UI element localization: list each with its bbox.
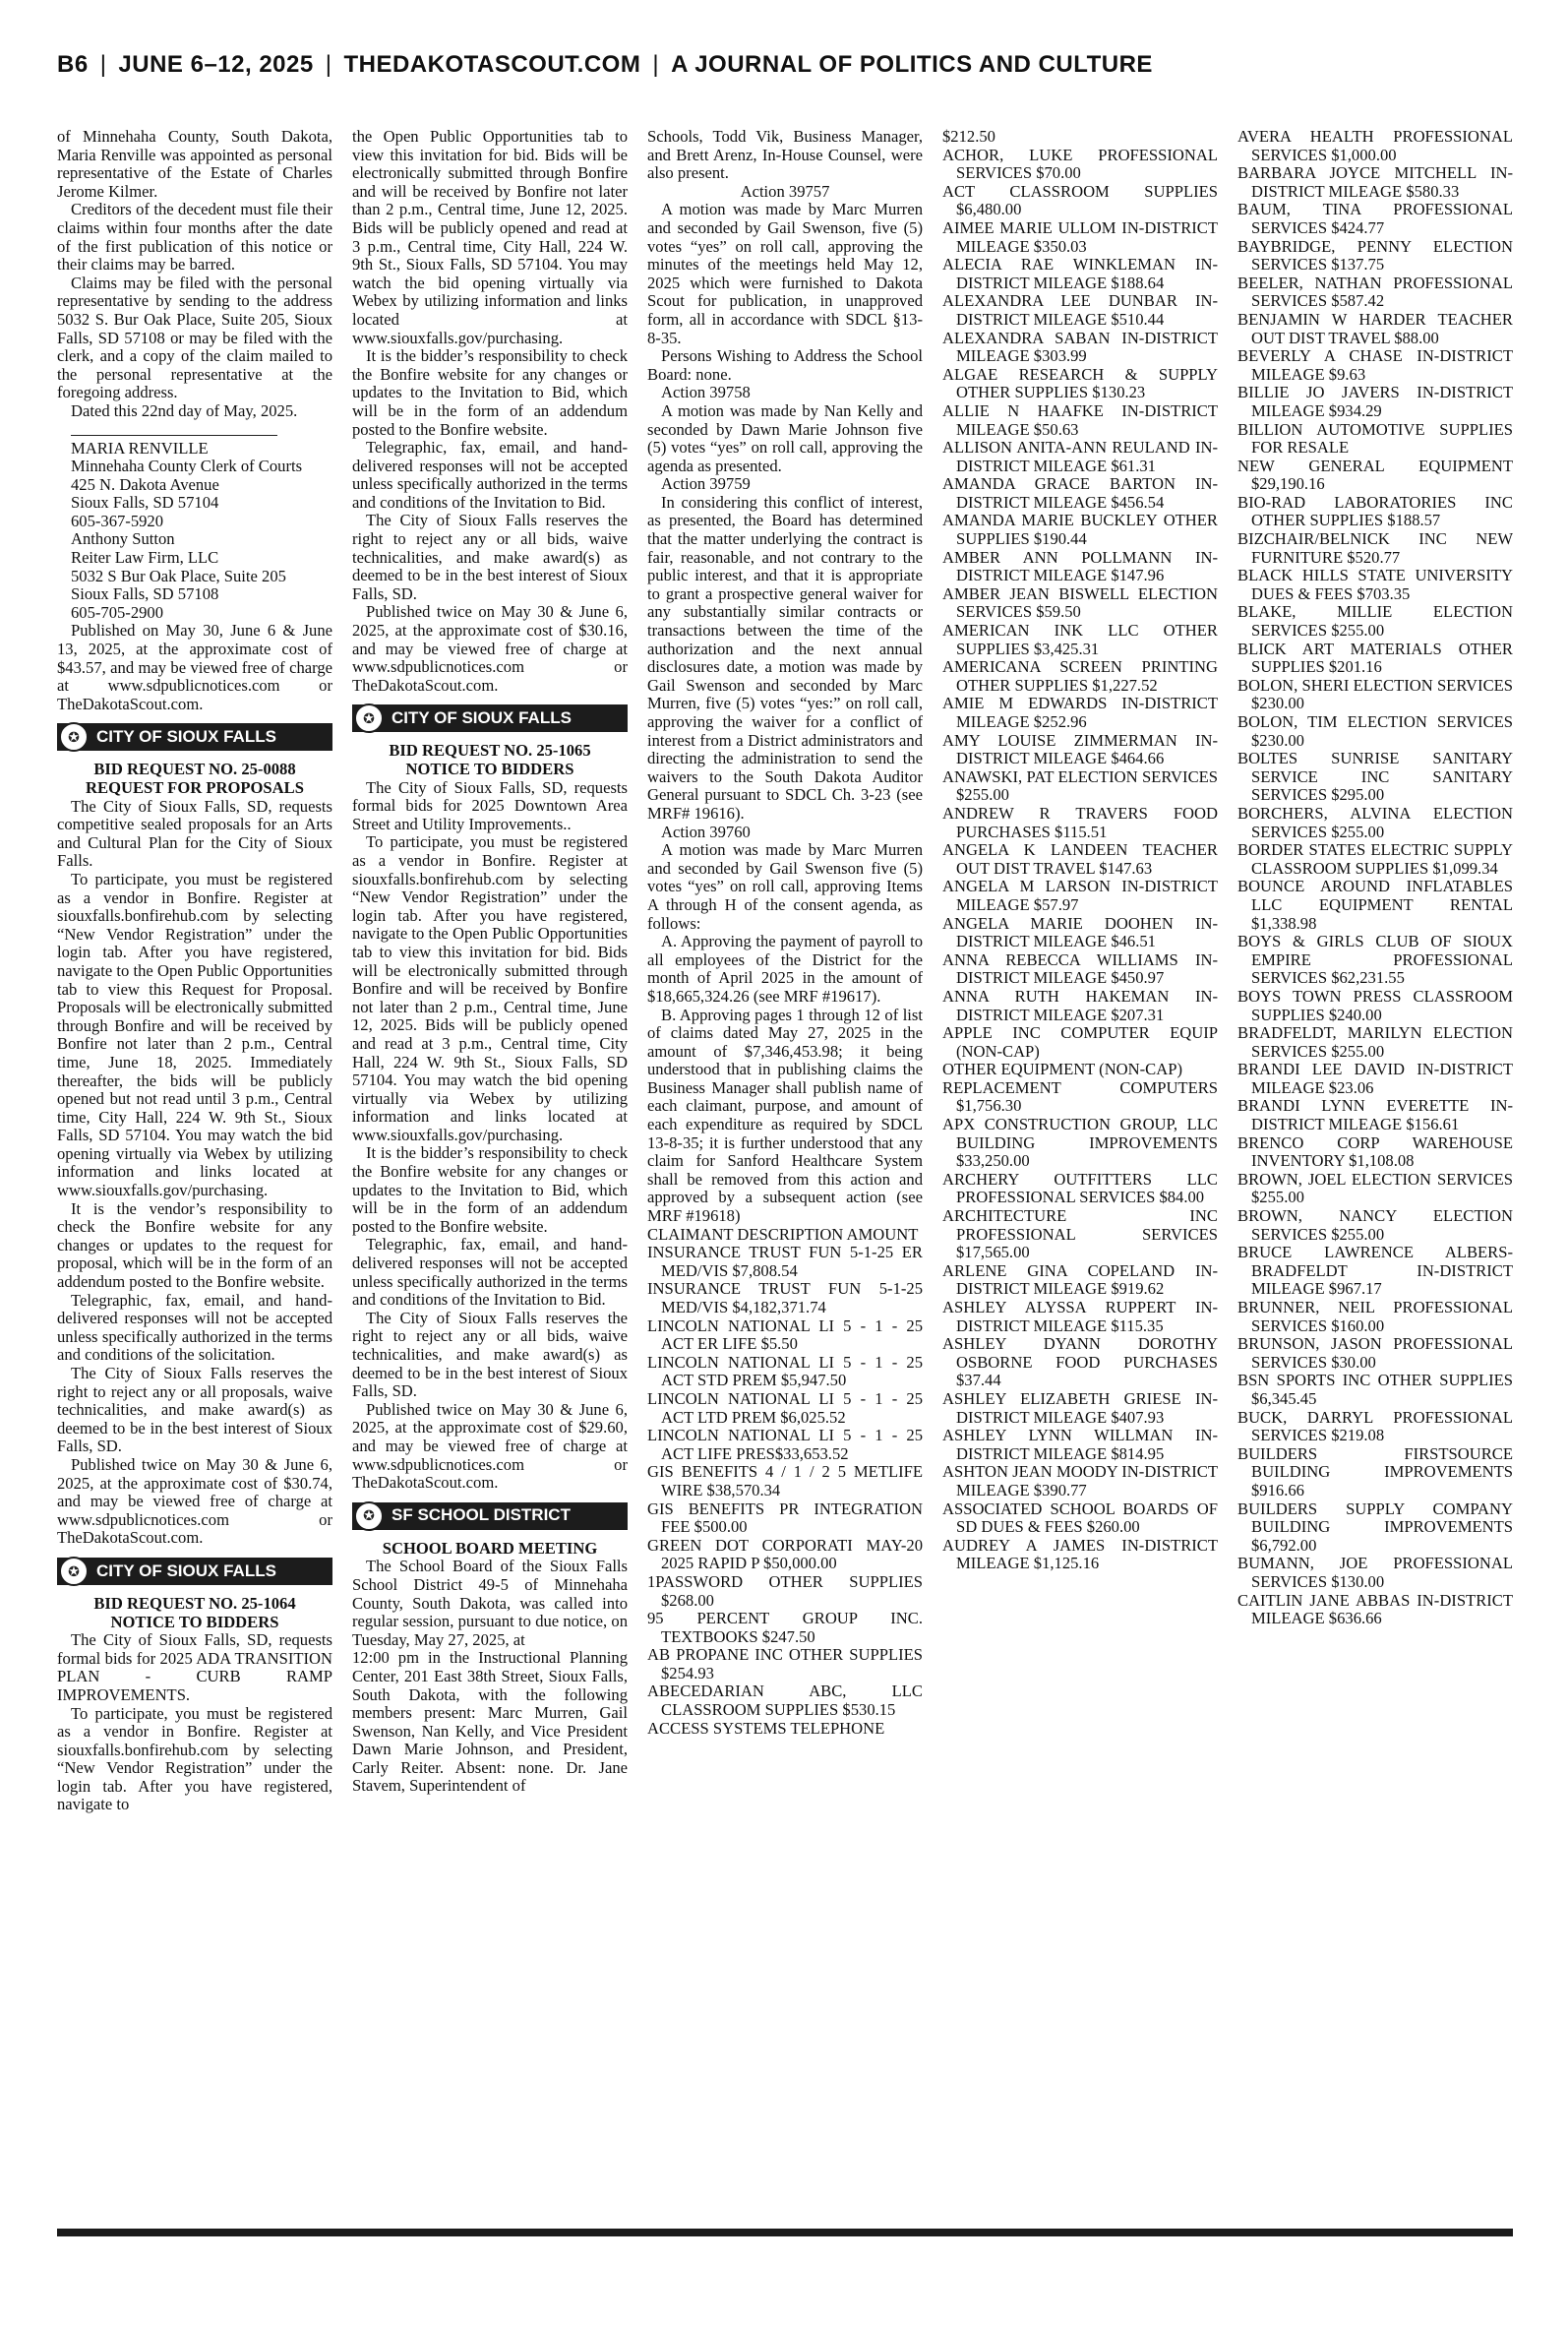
claim-entry: [647, 1537, 923, 1573]
column-4: [942, 128, 1218, 2208]
notice-subtitle: REQUEST FOR PROPOSALS: [86, 778, 304, 797]
section-banner: [352, 704, 628, 732]
claim-entry-text: ASHLEY LYNN WILLMAN IN-DISTRICT MILEAGE $814.95: [942, 1426, 1218, 1463]
action-number: Action 39757: [740, 181, 830, 201]
claim-entry-text: BRANDI LYNN EVERETTE IN-DISTRICT MILEAGE $156.61: [1237, 1096, 1513, 1134]
notice-text: Telegraphic, fax, email, and hand-delivered responses will not be accepted unless specifically authorized in the terms and conditions of the Invitation to Bid.: [352, 438, 628, 512]
notice-text: Dated this 22nd day of May, 2025.: [71, 400, 298, 420]
claim-entry-text: GIS BENEFITS 4 / 1 / 2 5 METLIFE WIRE $38,570.34: [647, 1462, 923, 1499]
claim-entry: [1237, 1244, 1513, 1299]
claim-entry: [942, 1463, 1218, 1499]
claim-entry-text: CLAIMANT DESCRIPTION AMOUNT: [647, 1224, 919, 1244]
claim-entry: [1237, 1500, 1513, 1556]
claim-entry: [942, 439, 1218, 475]
notice-text: Schools, Todd Vik, Business Manager, and Brett Arenz, In-House Counsel, were also present.: [647, 128, 923, 183]
notice-text: A motion was made by Nan Kelly and seconded by Dawn Marie Johnson five (5) votes “yes” on roll call, approving the agenda as presented.: [647, 400, 923, 475]
claim-entry-text: BAUM, TINA PROFESSIONAL SERVICES $424.77: [1237, 200, 1513, 237]
claim-entry: [1237, 1171, 1513, 1207]
claim-entry: [1237, 1335, 1513, 1372]
banner-label: CITY OF SIOUX FALLS: [96, 727, 276, 747]
claim-entry-text: INSURANCE TRUST FUN 5-1-25 ER MED/VIS $7,808.54: [647, 1243, 923, 1280]
claim-entry: [647, 1500, 923, 1537]
notice-columns: [57, 128, 1513, 2208]
publication-note: Published twice on May 30 & June 6, 2025, at the approximate cost of $29.60, and may be viewed free of charge at www.sdpublicnotices.com or TheDakotaScout.com.: [352, 1399, 628, 1493]
claim-entry-text: ASSOCIATED SCHOOL BOARDS OF SD DUES & FEES $260.00: [942, 1499, 1218, 1537]
site-name: THEDAKOTASCOUT.COM: [343, 51, 641, 78]
notice-text: 12:00 pm in the Instructional Planning Center, 201 East 38th Street, Sioux Falls, South Dakota, with the following members present: Marc Murren, Gail Swenson, Nan Kelly, and Vice President Dawn Marie Johnson, and President, Carly Reiter. Absent: none. Dr. Jane Stavem, Superintendent of: [352, 1648, 628, 1796]
publication-note: Published twice on May 30 & June 6, 2025, at the approximate cost of $30.16, and may be viewed free of charge at www.sdpublicnotices.com or TheDakotaScout.com.: [352, 602, 628, 695]
notice-text: Creditors of the decedent must file their claims within four months after the date of the first publication of this notice or their claims may be barred.: [57, 200, 332, 275]
claim-entry-text: AMBER ANN POLLMANN IN-DISTRICT MILEAGE $147.96: [942, 547, 1218, 585]
page-header: [57, 51, 1513, 85]
claim-entry: [1237, 530, 1513, 567]
notice-subtitle: NOTICE TO BIDDERS: [405, 760, 574, 778]
claim-entry-text: BRUCE LAWRENCE ALBERS-BRADFELDT IN-DISTRICT MILEAGE $967.17: [1237, 1243, 1513, 1299]
claim-entry: [942, 658, 1218, 695]
claim-entry: [1237, 641, 1513, 677]
claim-entry-text: CAITLIN JANE ABBAS IN-DISTRICT MILEAGE $636.66: [1237, 1590, 1513, 1628]
claim-entry: [647, 1244, 923, 1280]
claim-entry: [942, 549, 1218, 585]
notice-text: Persons Wishing to Address the School Board: none.: [647, 346, 923, 384]
claim-entry: [942, 1171, 1218, 1207]
claim-entry-text: ANGELA K LANDEEN TEACHER OUT DIST TRAVEL $147.63: [942, 840, 1218, 878]
notice-text: Telegraphic, fax, email, and hand-delivered responses will not be accepted unless specifically authorized in the terms and conditions of the Invitation to Bid.: [352, 1235, 628, 1310]
claim-entry-text: BUILDERS SUPPLY COMPANY BUILDING IMPROVEMENTS $6,792.00: [1237, 1499, 1513, 1555]
claim-entry: [1237, 713, 1513, 750]
notice-text: Telegraphic, fax, email, and hand-delivered responses will not be accepted unless specifically authorized in the terms and conditions of the solicitation.: [57, 1290, 332, 1365]
claim-entry-text: ANGELA MARIE DOOHEN IN-DISTRICT MILEAGE $46.51: [942, 913, 1218, 951]
signature-text: 425 N. Dakota Avenue: [71, 474, 219, 494]
action-number: Action 39759: [661, 474, 751, 494]
claim-entry-text: BORDER STATES ELECTRIC SUPPLY CLASSROOM SUPPLIES $1,099.34: [1237, 840, 1513, 878]
claim-entry-text: BAYBRIDGE, PENNY ELECTION SERVICES $137.75: [1237, 236, 1513, 275]
claim-entry-text: AMIE M EDWARDS IN-DISTRICT MILEAGE $252.96: [942, 694, 1218, 731]
claim-entry-text: BRADFELDT, MARILYN ELECTION SERVICES $255.00: [1237, 1023, 1513, 1061]
claims-list: [942, 128, 1218, 1573]
claim-entry: [1237, 1299, 1513, 1335]
claim-entry-text: GREEN DOT CORPORATI MAY-20 2025 RAPID P $50,000.00: [647, 1535, 923, 1573]
claim-entry-text: ANDREW R TRAVERS FOOD PURCHASES $115.51: [942, 803, 1218, 841]
section-banner: [57, 1558, 332, 1585]
header-separator: |: [99, 51, 107, 78]
claim-entry-text: NEW GENERAL EQUIPMENT $29,190.16: [1237, 456, 1513, 494]
claim-entry-text: $212.50: [942, 128, 995, 146]
claim-entry: [1237, 164, 1513, 201]
action-number: Action 39760: [661, 822, 751, 841]
claim-entry: [942, 805, 1218, 841]
column-3: [647, 128, 923, 2208]
claim-entry: [1237, 1592, 1513, 1628]
signature-line: [71, 435, 277, 436]
claim-entry: [1237, 603, 1513, 640]
claim-entry: [647, 1226, 923, 1245]
notice-text: The School Board of the Sioux Falls School District 49-5 of Minnehaha County, South Dakota, was called into regular session, pursuant to due notice, on Tuesday, May 27, 2025, at: [352, 1557, 628, 1649]
claim-entry-text: AMERICAN INK LLC OTHER SUPPLIES $3,425.31: [942, 621, 1218, 658]
claim-entry-text: BENJAMIN W HARDER TEACHER OUT DIST TRAVEL $88.00: [1237, 309, 1513, 347]
claim-entry-text: OTHER EQUIPMENT (NON-CAP): [942, 1060, 1182, 1079]
claim-entry-text: BIZCHAIR/BELNICK INC NEW FURNITURE $520.77: [1237, 529, 1513, 567]
claim-entry-text: ASHLEY ELIZABETH GRIESE IN-DISTRICT MILEAGE $407.93: [942, 1388, 1218, 1427]
claim-entry: [942, 128, 1218, 147]
signature-text: 605-367-5920: [71, 511, 164, 530]
claim-entry: [1237, 1207, 1513, 1244]
claim-entry: [647, 1573, 923, 1610]
claim-entry-text: BRENCO CORP WAREHOUSE INVENTORY $1,108.08: [1237, 1132, 1513, 1171]
notice-text: The City of Sioux Falls, SD, requests formal bids for 2025 Downtown Area Street and Utility Improvements..: [352, 777, 628, 833]
claim-entry: [1237, 1555, 1513, 1591]
notice-subtitle: NOTICE TO BIDDERS: [110, 1612, 279, 1631]
city-seal-icon: ✪: [59, 722, 89, 752]
signature-text: MARIA RENVILLE: [71, 438, 209, 458]
claim-entry: [942, 1500, 1218, 1537]
column-5: [1237, 128, 1513, 2208]
notice-text: It is the bidder’s responsibility to check the Bonfire website for any changes or updates to the Invitation to Bid, which will be in the form of an addendum posted to the Bonfire website.: [352, 346, 628, 439]
claim-entry: [647, 1317, 923, 1354]
claim-entry: [942, 1262, 1218, 1299]
header-separator: |: [652, 51, 660, 78]
claim-entry: [942, 1390, 1218, 1427]
claim-entry: [1237, 347, 1513, 384]
publication-note: Published twice on May 30 & June 6, 2025, at the approximate cost of $30.74, and may be viewed free of charge at www.sdpublicnotices.com or TheDakotaScout.com.: [57, 1454, 332, 1548]
claim-entry-text: ARCHERY OUTFITTERS LLC PROFESSIONAL SERVICES $84.00: [942, 1169, 1218, 1207]
claim-entry-text: BIO-RAD LABORATORIES INC OTHER SUPPLIES $188.57: [1237, 492, 1513, 530]
claim-entry: [1237, 1445, 1513, 1500]
claim-entry-text: ACHOR, LUKE PROFESSIONAL SERVICES $70.00: [942, 145, 1218, 183]
claim-entry-text: BOYS TOWN PRESS CLASSROOM SUPPLIES $240.00: [1237, 986, 1513, 1024]
claim-entry-text: ARLENE GINA COPELAND IN-DISTRICT MILEAGE $919.62: [942, 1260, 1218, 1299]
claim-entry-text: BROWN, NANCY ELECTION SERVICES $255.00: [1237, 1206, 1513, 1244]
claim-entry: [647, 1354, 923, 1390]
claim-entry-text: ACCESS SYSTEMS TELEPHONE: [647, 1718, 885, 1738]
claim-entry-text: 95 PERCENT GROUP INC. TEXTBOOKS $247.50: [647, 1609, 923, 1646]
claim-entry: [1237, 1134, 1513, 1171]
notice-text: of Minnehaha County, South Dakota, Maria Renville was appointed as personal representative of the Estate of Charles Jerome Kilmer.: [57, 128, 332, 201]
claim-entry-text: LINCOLN NATIONAL LI 5 - 1 - 25 ACT STD PREM $5,947.50: [647, 1352, 923, 1390]
claim-entry: [1237, 878, 1513, 933]
claim-entry: [1237, 567, 1513, 603]
claim-entry: [1237, 384, 1513, 420]
notice-text: To participate, you must be registered as a vendor in Bonfire. Register at siouxfalls.bonfirehub.com by selecting “New Vendor Registration” under the login tab. After you have registered, navigate to the Open Public Opportunities tab to view this invitation for bid. Bids will be electronically submitted through Bonfire and will be received by Bonfire not later than 2 p.m., Central time, June 12, 2025. Bids will be publicly opened and read at 3 p.m., Central time, City Hall, 224 W. 9th St., Sioux Falls, SD 57104. You may watch the bid opening virtually via Webex by utilizing information and links located at www.siouxfalls.gov/purchasing.: [352, 832, 628, 1144]
claim-entry: [1237, 238, 1513, 275]
notice-text: To participate, you must be registered as a vendor in Bonfire. Register at siouxfalls.bonfirehub.com by selecting “New Vendor Registration” under the login tab. After you have registered, navigate to the Open Public Opportunities tab to view this Request for Proposal. Proposals will be electronically submitted through Bonfire and will be received by Bonfire not later than 2 p.m., Central time, June 18, 2025. Immediately thereafter, the bids will be publicly opened but not read until 3 p.m., Central time, City Hall, 224 W. 9th St., Sioux Falls, SD 57104. You may watch the bid opening virtually via Webex by utilizing information and links located at www.siouxfalls.gov/purchasing.: [57, 869, 332, 1200]
notice-text: A motion was made by Marc Murren and seconded by Gail Swenson, five (5) votes “yes” on roll call, approving the minutes of the meetings held May 12, 2025 which were furnished to Dakota Scout for publication, in unapproved form, all in accordance with SDCL §13-8-35.: [647, 200, 923, 347]
signature-text: Minnehaha County Clerk of Courts: [71, 457, 303, 476]
claim-entry-text: ARCHITECTURE INC PROFESSIONAL SERVICES $17,565.00: [942, 1206, 1218, 1262]
claim-entry-text: GIS BENEFITS PR INTEGRATION FEE $500.00: [647, 1499, 923, 1537]
claim-entry: [1237, 458, 1513, 494]
claim-entry-text: AMANDA GRACE BARTON IN-DISTRICT MILEAGE $456.54: [942, 474, 1218, 512]
column-1: [57, 128, 332, 2208]
notice-text: the Open Public Opportunities tab to view this invitation for bid. Bids will be electronically submitted through Bonfire and will be received by Bonfire not later than 2 p.m., Central time, June 12, 2025. Bids will be publicly opened and read at 3 p.m., Central time, City Hall, 224 W. 9th St., Sioux Falls, SD 57104. You may watch the bid opening virtually via Webex by utilizing information and links located at www.siouxfalls.gov/purchasing.: [352, 128, 628, 347]
claim-entry: [647, 1646, 923, 1683]
publication-note: Published on May 30, June 6 & June 13, 2025, at the approximate cost of $43.57, and may be viewed free of charge at www.sdpublicnotices.com or TheDakotaScout.com.: [57, 621, 332, 713]
section-banner: [57, 723, 332, 751]
header-separator: |: [325, 51, 332, 78]
claim-entry: [1237, 988, 1513, 1024]
section-banner: [352, 1502, 628, 1530]
claim-entry-text: ANNA RUTH HAKEMAN IN-DISTRICT MILEAGE $207.31: [942, 986, 1218, 1024]
claim-entry: [942, 951, 1218, 988]
signature-text: Reiter Law Firm, LLC: [71, 548, 219, 568]
banner-label: CITY OF SIOUX FALLS: [96, 1560, 276, 1580]
claim-entry-text: ALECIA RAE WINKLEMAN IN-DISTRICT MILEAGE $188.64: [942, 255, 1218, 292]
claims-list: [1237, 128, 1513, 1628]
claim-entry: [942, 330, 1218, 366]
claim-entry-text: ANNA REBECCA WILLIAMS IN-DISTRICT MILEAGE $450.97: [942, 949, 1218, 988]
claim-entry: [1237, 494, 1513, 530]
notice-text: The City of Sioux Falls, SD, requests formal bids for 2025 ADA TRANSITION PLAN - CURB RAMP IMPROVEMENTS.: [57, 1630, 332, 1704]
claim-entry: [1237, 275, 1513, 311]
claim-entry-text: BOYS & GIRLS CLUB OF SIOUX EMPIRE PROFESSIONAL SERVICES $62,231.55: [1237, 932, 1513, 988]
claim-entry-text: LINCOLN NATIONAL LI 5 - 1 - 25 ACT ER LIFE $5.50: [647, 1315, 923, 1354]
claim-entry-text: BEELER, NATHAN PROFESSIONAL SERVICES $587.42: [1237, 273, 1513, 311]
claim-entry: [942, 585, 1218, 622]
claim-entry-text: ASHTON JEAN MOODY IN-DISTRICT MILEAGE $390.77: [942, 1462, 1218, 1499]
claim-entry: [942, 1061, 1218, 1079]
notice-text: In considering this conflict of interest, as presented, the Board has determined that the matter underlying the contract is fair, reasonable, and not contrary to the public interest, and that it is appropriate to grant a prospective general waiver for any substantially similar contracts or transactions between the time of the authorization and the next annual disclosures date, a motion was made by Gail Swenson and seconded by Marc Murren, five (5) votes “yes:” on roll call, approving the waiver for a conflict of interest from a District administrators and directing the administration to send the waivers to the South Dakota Auditor General pursuant to SDCL Ch. 3-23 (see MRF# 19616).: [647, 492, 923, 823]
claim-entry-text: AMBER JEAN BISWELL ELECTION SERVICES $59.50: [942, 583, 1218, 622]
claim-entry: [1237, 311, 1513, 347]
claim-entry-text: BARBARA JOYCE MITCHELL IN-DISTRICT MILEAGE $580.33: [1237, 163, 1513, 201]
claim-entry-text: ALEXANDRA LEE DUNBAR IN-DISTRICT MILEAGE $510.44: [942, 291, 1218, 329]
claim-entry: [942, 366, 1218, 402]
claim-entry: [942, 1116, 1218, 1171]
claim-entry: [647, 1280, 923, 1316]
claim-entry: [1237, 1061, 1513, 1097]
claim-entry-text: INSURANCE TRUST FUN 5-1-25 MED/VIS $4,182,371.74: [647, 1279, 923, 1316]
claim-entry-text: BOLON, SHERI ELECTION SERVICES $230.00: [1237, 675, 1513, 713]
claim-entry: [647, 1463, 923, 1499]
claim-entry: [942, 402, 1218, 439]
claim-entry-text: AMY LOUISE ZIMMERMAN IN-DISTRICT MILEAGE $464.66: [942, 730, 1218, 768]
claim-entry: [942, 1024, 1218, 1061]
claim-entry: [647, 1390, 923, 1427]
claim-entry: [942, 256, 1218, 292]
claim-entry: [942, 292, 1218, 329]
claim-entry: [942, 915, 1218, 951]
claim-entry: [1237, 677, 1513, 713]
claim-entry-text: APPLE INC COMPUTER EQUIP (NON-CAP): [942, 1023, 1218, 1061]
claim-entry-text: BILLIE JO JAVERS IN-DISTRICT MILEAGE $934.29: [1237, 383, 1513, 420]
claim-entry-text: AB PROPANE INC OTHER SUPPLIES $254.93: [647, 1645, 923, 1683]
claim-entry-text: BLICK ART MATERIALS OTHER SUPPLIES $201.16: [1237, 639, 1513, 677]
tagline: A JOURNAL OF POLITICS AND CULTURE: [671, 51, 1153, 78]
claims-list: [647, 1226, 923, 1739]
claim-entry-text: BOLTES SUNRISE SANITARY SERVICE INC SANITARY SERVICES $295.00: [1237, 749, 1513, 805]
footer-rule: [57, 2229, 1513, 2236]
notice-text: A motion was made by Marc Murren and seconded by Gail Swenson five (5) votes “yes” on roll call, approving Items A through H of the consent agenda, as follows:: [647, 840, 923, 933]
claim-entry: [1237, 1097, 1513, 1133]
claim-entry: [1237, 933, 1513, 988]
signature-text: Sioux Falls, SD 57104: [71, 493, 219, 513]
claim-entry: [942, 732, 1218, 768]
claim-entry-text: ALGAE RESEARCH & SUPPLY OTHER SUPPLIES $130.23: [942, 364, 1218, 402]
page-number: B6: [57, 51, 89, 78]
notice-text: B. Approving pages 1 through 12 of list of claims dated May 27, 2025 in the amount of $7,346,453.98; it being understood that in publishing claims the Business Manager shall publish name of each claimant, purpose, and amount of each expenditure as required by SDCL 13-8-35; it is further understood that any claim for Sanford Healthcare System shall be removed from this action and approved by a subsequent action (see MRF #19618): [647, 1005, 923, 1226]
claim-entry: [942, 219, 1218, 256]
claim-entry-text: BOUNCE AROUND INFLATABLES LLC EQUIPMENT RENTAL $1,338.98: [1237, 877, 1513, 933]
claim-entry-text: ASHLEY DYANN DOROTHY OSBORNE FOOD PURCHASES $37.44: [942, 1334, 1218, 1390]
claim-entry-text: ABECEDARIAN ABC, LLC CLASSROOM SUPPLIES $530.15: [647, 1682, 923, 1720]
city-seal-icon: ✪: [59, 1557, 89, 1586]
claim-entry-text: BROWN, JOEL ELECTION SERVICES $255.00: [1237, 1169, 1513, 1207]
claim-entry-text: BUMANN, JOE PROFESSIONAL SERVICES $130.00: [1237, 1554, 1513, 1591]
claim-entry: [942, 1299, 1218, 1335]
claim-entry-text: ANAWSKI, PAT ELECTION SERVICES $255.00: [942, 766, 1218, 805]
claim-entry: [1237, 1409, 1513, 1445]
claim-entry-text: ALLISON ANITA-ANN REULAND IN-DISTRICT MILEAGE $61.31: [942, 438, 1218, 475]
claim-entry: [942, 1537, 1218, 1573]
claim-entry-text: BILLION AUTOMOTIVE SUPPLIES FOR RESALE: [1237, 419, 1513, 458]
claim-entry: [1237, 128, 1513, 164]
claim-entry-text: BLAKE, MILLIE ELECTION SERVICES $255.00: [1237, 602, 1513, 641]
signature-text: 605-705-2900: [71, 602, 164, 622]
claim-entry: [942, 1207, 1218, 1262]
claim-entry: [1237, 421, 1513, 458]
signature-text: 5032 S Bur Oak Place, Suite 205: [71, 566, 286, 585]
claim-entry-text: REPLACEMENT COMPUTERS $1,756.30: [942, 1077, 1218, 1116]
school-seal-icon: ✪: [354, 1501, 384, 1531]
claim-entry: [942, 183, 1218, 219]
claim-entry-text: LINCOLN NATIONAL LI 5 - 1 - 25 ACT LTD PREM $6,025.52: [647, 1388, 923, 1427]
issue-date: JUNE 6–12, 2025: [118, 51, 314, 78]
notice-text: To participate, you must be registered as a vendor in Bonfire. Register at siouxfalls.bonfirehub.com by selecting “New Vendor Registration” under the login tab. After you have registered, navigate to: [57, 1703, 332, 1814]
notice-text: The City of Sioux Falls reserves the right to reject any or all proposals, waive technicalities, and make award(s) as deemed to be in the best interest of Sioux Falls, SD.: [57, 1364, 332, 1456]
notice-title: BID REQUEST NO. 25-1065: [389, 741, 591, 761]
claim-entry: [942, 1079, 1218, 1116]
column-2: [352, 128, 628, 2208]
claim-entry-text: BUCK, DARRYL PROFESSIONAL SERVICES $219.08: [1237, 1407, 1513, 1445]
claim-entry-text: AVERA HEALTH PROFESSIONAL SERVICES $1,000.00: [1237, 128, 1513, 164]
claim-entry-text: ALLIE N HAAFKE IN-DISTRICT MILEAGE $50.63: [942, 400, 1218, 439]
claim-entry-text: BEVERLY A CHASE IN-DISTRICT MILEAGE $9.63: [1237, 346, 1513, 384]
claim-entry: [647, 1683, 923, 1719]
claim-entry: [942, 768, 1218, 805]
claim-entry-text: AMANDA MARIE BUCKLEY OTHER SUPPLIES $190.44: [942, 511, 1218, 549]
claim-entry-text: AMERICANA SCREEN PRINTING OTHER SUPPLIES $1,227.52: [942, 657, 1218, 695]
banner-label: SF SCHOOL DISTRICT: [392, 1505, 571, 1525]
notice-text: It is the vendor’s responsibility to check the Bonfire website for any changes or updates to the request for proposal, which will be in the form of an addendum posted to the Bonfire website.: [57, 1198, 332, 1292]
claim-entry-text: ANGELA M LARSON IN-DISTRICT MILEAGE $57.97: [942, 877, 1218, 914]
claim-entry-text: BORCHERS, ALVINA ELECTION SERVICES $255.00: [1237, 803, 1513, 841]
claim-entry: [1237, 841, 1513, 878]
claim-entry: [942, 512, 1218, 548]
notice-text: The City of Sioux Falls, SD, requests competitive sealed proposals for an Arts and Cultural Plan for the City of Sioux Falls.: [57, 796, 332, 871]
claim-entry: [942, 841, 1218, 878]
claim-entry: [942, 988, 1218, 1024]
claim-entry: [1237, 1024, 1513, 1061]
claim-entry: [1237, 805, 1513, 841]
claim-entry-text: AIMEE MARIE ULLOM IN-DISTRICT MILEAGE $350.03: [942, 217, 1218, 256]
claim-entry-text: BUILDERS FIRSTSOURCE BUILDING IMPROVEMENTS $916.66: [1237, 1443, 1513, 1499]
claim-entry: [942, 475, 1218, 512]
notice-text: The City of Sioux Falls reserves the right to reject any or all bids, waive technicalities, and make award(s) as deemed to be in the best interest of Sioux Falls, SD.: [352, 511, 628, 603]
notice-title: SCHOOL BOARD MEETING: [382, 1538, 598, 1558]
claim-entry: [1237, 750, 1513, 805]
banner-label: CITY OF SIOUX FALLS: [392, 708, 572, 728]
claim-entry: [942, 695, 1218, 731]
claim-entry-text: 1PASSWORD OTHER SUPPLIES $268.00: [647, 1571, 923, 1610]
claim-entry: [1237, 1372, 1513, 1408]
claim-entry: [1237, 201, 1513, 237]
action-number: Action 39758: [661, 383, 751, 402]
notice-text: It is the bidder’s responsibility to check the Bonfire website for any changes or updates to the Invitation to Bid, which will be in the form of an addendum posted to the Bonfire website.: [352, 1143, 628, 1236]
signature-text: Anthony Sutton: [71, 529, 175, 549]
notice-text: Claims may be filed with the personal representative by sending to the address 5032 S. Bur Oak Place, Suite 205, Sioux Falls, SD 57108 or may be filed with the clerk, and a copy of the claim mailed to the personal representative at the foregoing address.: [57, 273, 332, 402]
claim-entry-text: ACT CLASSROOM SUPPLIES $6,480.00: [942, 181, 1218, 219]
city-seal-icon: ✪: [354, 704, 384, 733]
claim-entry-text: APX CONSTRUCTION GROUP, LLC BUILDING IMPROVEMENTS $33,250.00: [942, 1115, 1218, 1171]
notice-title: BID REQUEST NO. 25-1064: [93, 1593, 296, 1613]
claim-entry-text: BOLON, TIM ELECTION SERVICES $230.00: [1237, 712, 1513, 750]
claim-entry-text: AUDREY A JAMES IN-DISTRICT MILEAGE $1,125.16: [942, 1535, 1218, 1573]
claim-entry: [942, 878, 1218, 914]
claim-entry: [647, 1610, 923, 1646]
claim-entry-text: BSN SPORTS INC OTHER SUPPLIES $6,345.45: [1237, 1371, 1513, 1408]
claim-entry: [942, 147, 1218, 183]
claim-entry-text: ALEXANDRA SABAN IN-DISTRICT MILEAGE $303.99: [942, 328, 1218, 366]
claim-entry-text: BLACK HILLS STATE UNIVERSITY DUES & FEES $703.35: [1237, 566, 1513, 603]
claim-entry: [942, 1427, 1218, 1463]
claim-entry: [647, 1720, 923, 1739]
claim-entry-text: ASHLEY ALYSSA RUPPERT IN-DISTRICT MILEAGE $115.35: [942, 1298, 1218, 1335]
claim-entry-text: BRUNNER, NEIL PROFESSIONAL SERVICES $160.00: [1237, 1298, 1513, 1335]
signature-text: Sioux Falls, SD 57108: [71, 584, 219, 604]
claim-entry: [942, 1335, 1218, 1390]
notice-text: A. Approving the payment of payroll to all employees of the District for the month of April 2025 in the amount of $18,665,324.26 (see MRF #19617).: [647, 932, 923, 1006]
claim-entry-text: LINCOLN NATIONAL LI 5 - 1 - 25 ACT LIFE PRES$33,653.52: [647, 1426, 923, 1463]
claim-entry-text: BRUNSON, JASON PROFESSIONAL SERVICES $30.00: [1237, 1334, 1513, 1372]
notice-text: The City of Sioux Falls reserves the right to reject any or all bids, waive technicalities, and make award(s) as deemed to be in the best interest of Sioux Falls, SD.: [352, 1308, 628, 1401]
notice-title: BID REQUEST NO. 25-0088: [93, 760, 296, 779]
claim-entry-text: BRANDI LEE DAVID IN-DISTRICT MILEAGE $23.06: [1237, 1060, 1513, 1097]
claim-entry: [647, 1427, 923, 1463]
claim-entry: [942, 622, 1218, 658]
